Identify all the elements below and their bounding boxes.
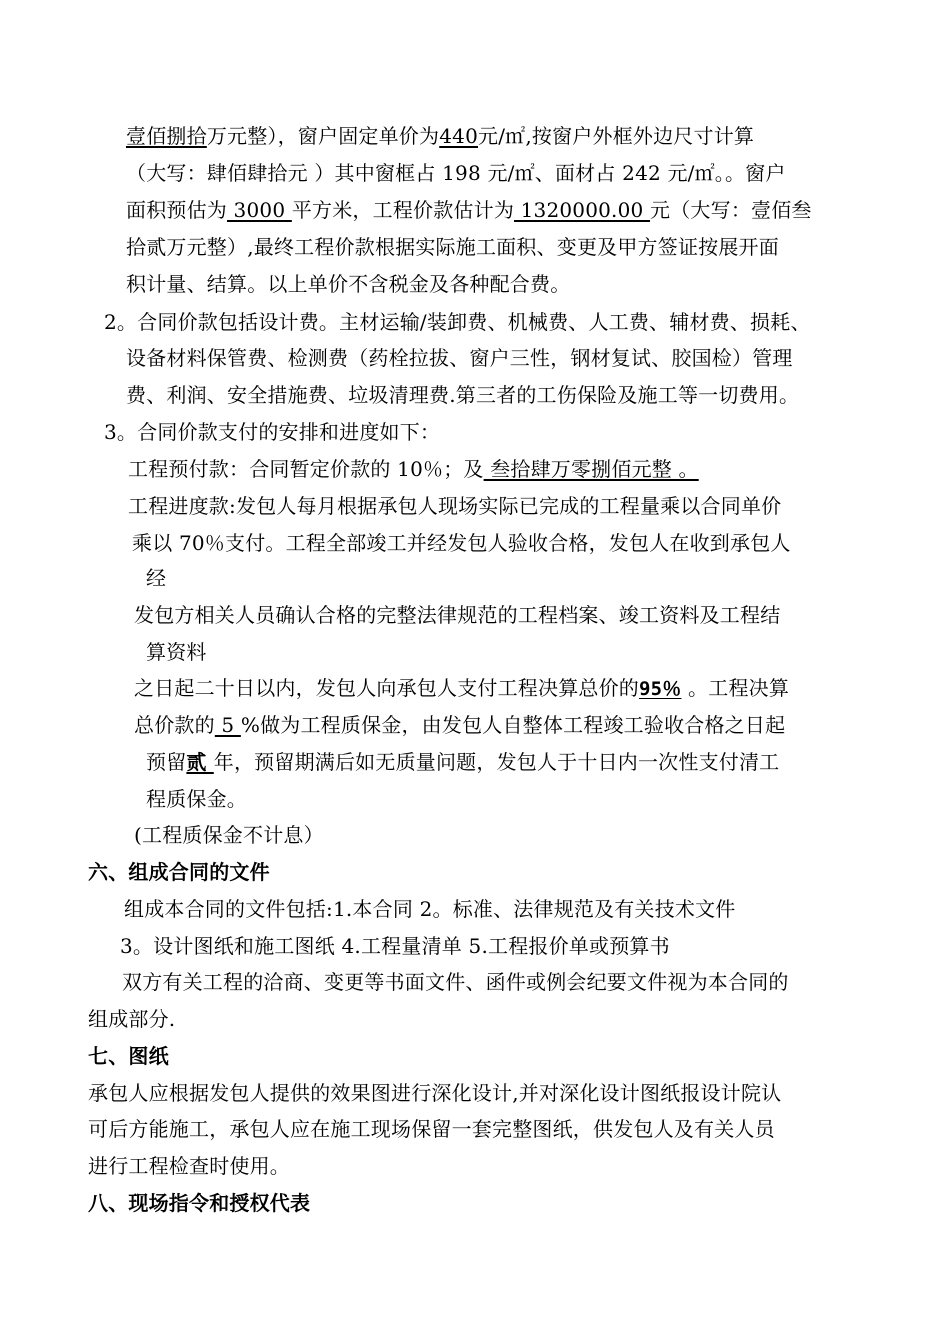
section-7-title: 七、图纸 [88, 1044, 169, 1068]
retention-years: 贰 [186, 750, 214, 774]
section-8-title: 八、现场指令和授权代表 [88, 1191, 311, 1215]
section-7-line-1: 承包人应根据发包人提供的效果图进行深化设计,并对深化设计图纸报设计院认 [88, 1081, 782, 1105]
item-3-line-12: (工程质保金不计息） [134, 823, 324, 847]
section-6-line-1: 组成本合同的文件包括:1.本合同 2。标准、法律规范及有关技术文件 [124, 897, 736, 921]
amount-words: 壹佰捌拾 [126, 124, 207, 148]
section-6-title: 六、组成合同的文件 [88, 860, 270, 884]
item-2-line-3: 费、利润、安全措施费、垃圾清理费.第三者的工伤保险及施工等一切费用。 [126, 383, 800, 407]
price-line-1: 壹佰捌拾万元整），窗户固定单价为440元/㎡,按窗户外框外边尺寸计算 [126, 124, 755, 148]
advance-amount: 叁拾肆万零捌佰元整 。 [483, 457, 699, 481]
item-2-line-1: 2。合同价款包括设计费。主材运输/装卸费、机械费、人工费、辅材费、损耗、 [104, 310, 811, 334]
price-line-4: 拾贰万元整）,最终工程价款根据实际施工面积、变更及甲方签证按展开面 [126, 235, 779, 259]
price-line-3: 面积预估为 3000 平方米，工程价款估计为 1320000.00 元（大写：壹佰叁 [126, 198, 812, 222]
settlement-percent: 95％ [639, 678, 682, 700]
item-3-line-7: 算资料 [146, 640, 207, 664]
section-6-line-4: 组成部分. [88, 1007, 176, 1031]
section-6-line-3: 双方有关工程的洽商、变更等书面文件、函件或例会纪要文件视为本合同的 [122, 970, 789, 994]
price-line-2: （大写：肆佰肆拾元 ）其中窗框占 198 元/㎡、面材占 242 元/㎡。。窗户 [126, 161, 786, 185]
item-3-line-4: 乘以 70％支付。工程全部竣工并经发包人验收合格，发包人在收到承包人 [132, 531, 791, 555]
unit-price: 440 [439, 124, 478, 148]
price-line-5: 积计量、结算。以上单价不含税金及各种配合费。 [126, 272, 571, 296]
item-3-line-11: 程质保金。 [146, 787, 247, 811]
item-3-line-9: 总价款的 5 %做为工程质保金，由发包人自整体工程竣工验收合格之日起 [134, 713, 786, 737]
item-3-line-8: 之日起二十日以内，发包人向承包人支付工程决算总价的95％ 。工程决算 [134, 676, 790, 700]
section-7-line-2: 可后方能施工，承包人应在施工现场保留一套完整图纸，供发包人及有关人员 [88, 1117, 775, 1141]
retention-percent: 5 [214, 713, 241, 737]
section-6-line-2: 3。设计图纸和施工图纸 4.工程量清单 5.工程报价单或预算书 [120, 934, 670, 958]
advance-payment-line: 工程预付款：合同暂定价款的 10％；及 叁拾肆万零捌佰元整 。 [128, 457, 699, 481]
section-7-line-3: 进行工程检查时使用。 [88, 1154, 290, 1178]
area-value: 3000 [227, 198, 292, 222]
item-2-line-2: 设备材料保管费、检测费（药栓拉拔、窗户三性，钢材复试、胶国检）管理 [126, 346, 793, 370]
total-value: 1320000.00 [514, 198, 651, 222]
item-3-line-6: 发包方相关人员确认合格的完整法律规范的工程档案、竣工资料及工程结 [134, 603, 781, 627]
item-3-line-1: 3。合同价款支付的安排和进度如下： [104, 420, 441, 444]
item-3-line-5: 经 [146, 566, 167, 590]
item-3-line-10: 预留贰 年，预留期满后如无质量问题，发包人于十日内一次性支付清工 [146, 750, 780, 774]
progress-payment-line: 工程进度款:发包人每月根据承包人现场实际已完成的工程量乘以合同单价 [128, 494, 782, 518]
